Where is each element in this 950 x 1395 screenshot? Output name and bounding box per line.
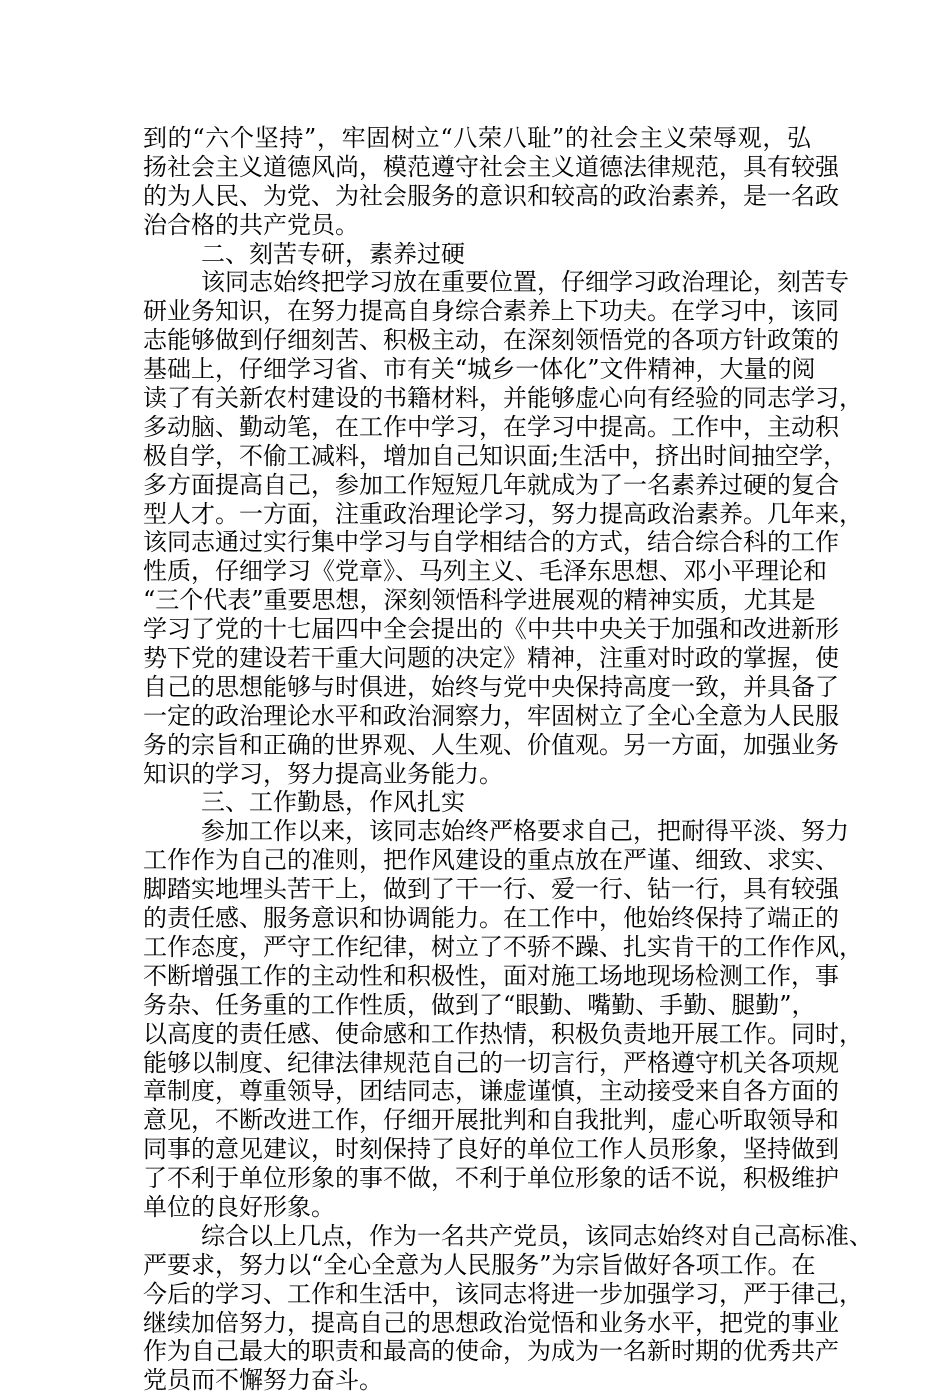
text-line: “三个代表”重要思想，深刻领悟科学进展观的精神实质，尤其是 xyxy=(143,586,816,615)
text-line: 单位的良好形象。 xyxy=(143,1192,335,1221)
text-line: 意见，不断改进工作，仔细开展批判和自我批判，虚心听取领导和 xyxy=(143,1106,839,1135)
text-line: 不断增强工作的主动性和积极性，面对施工场地现场检测工作，事 xyxy=(143,961,839,990)
document-body xyxy=(143,124,873,1395)
text-line: 一定的政治理论水平和政治洞察力，牢固树立了全心全意为人民服 xyxy=(143,701,839,730)
text-line: 务杂、任务重的工作性质，做到了“眼勤、嘴勤、手勤、腿勤”， xyxy=(143,990,816,1019)
text-line: 学习了党的十七届四中全会提出的《中共中央关于加强和改进新形 xyxy=(143,615,839,644)
text-line: 党员而不懈努力奋斗。 xyxy=(143,1366,383,1395)
text-line: 扬社会主义道德风尚，模范遵守社会主义道德法律规范，具有较强 xyxy=(143,152,839,181)
text-line: 自己的思想能够与时俱进，始终与党中央保持高度一致，并具备了 xyxy=(143,672,839,701)
text-line: 综合以上几点，作为一名共产党员，该同志始终对自己高标准、 xyxy=(201,1221,873,1250)
text-line: 势下党的建设若干重大问题的决定》精神，注重对时政的掌握，使 xyxy=(143,644,839,673)
text-line: 脚踏实地埋头苦干上，做到了干一行、爱一行、钻一行，具有较强 xyxy=(143,875,839,904)
text-line: 志能够做到仔细刻苦、积极主动，在深刻领悟党的各项方针政策的 xyxy=(143,326,839,355)
text-line: 务的宗旨和正确的世界观、人生观、价值观。另一方面，加强业务 xyxy=(143,730,839,759)
text-line: 该同志始终把学习放在重要位置，仔细学习政治理论，刻苦专 xyxy=(201,268,849,297)
text-line: 工作作为自己的准则，把作风建设的重点放在严谨、细致、求实、 xyxy=(143,846,839,875)
text-line: 了不利于单位形象的事不做，不利于单位形象的话不说，积极维护 xyxy=(143,1164,839,1193)
section-heading: 二、刻苦专研，素养过硬 xyxy=(201,239,465,268)
text-line: 今后的学习、工作和生活中，该同志将进一步加强学习，严于律己， xyxy=(143,1279,863,1308)
text-line: 作为自己最大的职责和最高的使命，为成为一名新时期的优秀共产 xyxy=(143,1337,839,1366)
text-line: 读了有关新农村建设的书籍材料，并能够虚心向有经验的同志学习， xyxy=(143,384,863,413)
text-line: 治合格的共产党员。 xyxy=(143,210,359,239)
text-line: 多方面提高自己，参加工作短短几年就成为了一名素养过硬的复合 xyxy=(143,470,839,499)
text-line: 能够以制度、纪律法律规范自己的一切言行，严格遵守机关各项规 xyxy=(143,1048,839,1077)
text-line: 同事的意见建议，时刻保持了良好的单位工作人员形象，坚持做到 xyxy=(143,1135,839,1164)
text-line: 严要求，努力以“全心全意为人民服务”为宗旨做好各项工作。在 xyxy=(143,1250,816,1279)
text-line: 该同志通过实行集中学习与自学相结合的方式，结合综合科的工作 xyxy=(143,528,839,557)
text-line: 基础上，仔细学习省、市有关“城乡一体化”文件精神，大量的阅 xyxy=(143,355,816,384)
text-line: 的为人民、为党、为社会服务的意识和较高的政治素养，是一名政 xyxy=(143,181,839,210)
text-line: 章制度，尊重领导，团结同志，谦虚谨慎，主动接受来自各方面的 xyxy=(143,1077,839,1106)
text-line: 知识的学习，努力提高业务能力。 xyxy=(143,759,503,788)
text-line: 到的“六个坚持”，牢固树立“八荣八耻”的社会主义荣辱观，弘 xyxy=(143,124,811,152)
text-line: 以高度的责任感、使命感和工作热情，积极负责地开展工作。同时， xyxy=(143,1019,863,1048)
text-line: 性质，仔细学习《党章》、马列主义、毛泽东思想、邓小平理论和 xyxy=(143,557,827,586)
section-heading: 三、工作勤恳，作风扎实 xyxy=(201,788,465,817)
text-line: 工作态度，严守工作纪律，树立了不骄不躁、扎实肯干的工作作风， xyxy=(143,932,863,961)
text-line: 继续加倍努力，提高自己的思想政治觉悟和业务水平，把党的事业 xyxy=(143,1308,839,1337)
text-line: 多动脑、勤动笔，在工作中学习，在学习中提高。工作中，主动积 xyxy=(143,412,839,441)
text-line: 型人才。一方面，注重政治理论学习，努力提高政治素养。几年来， xyxy=(143,499,863,528)
text-line: 极自学，不偷工减料，增加自己知识面;生活中，挤出时间抽空学， xyxy=(143,441,848,470)
text-line: 参加工作以来，该同志始终严格要求自己，把耐得平淡、努力 xyxy=(201,817,849,846)
text-line: 研业务知识，在努力提高自身综合素养上下功夫。在学习中，该同 xyxy=(143,297,839,326)
text-line: 的责任感、服务意识和协调能力。在工作中，他始终保持了端正的 xyxy=(143,904,839,933)
